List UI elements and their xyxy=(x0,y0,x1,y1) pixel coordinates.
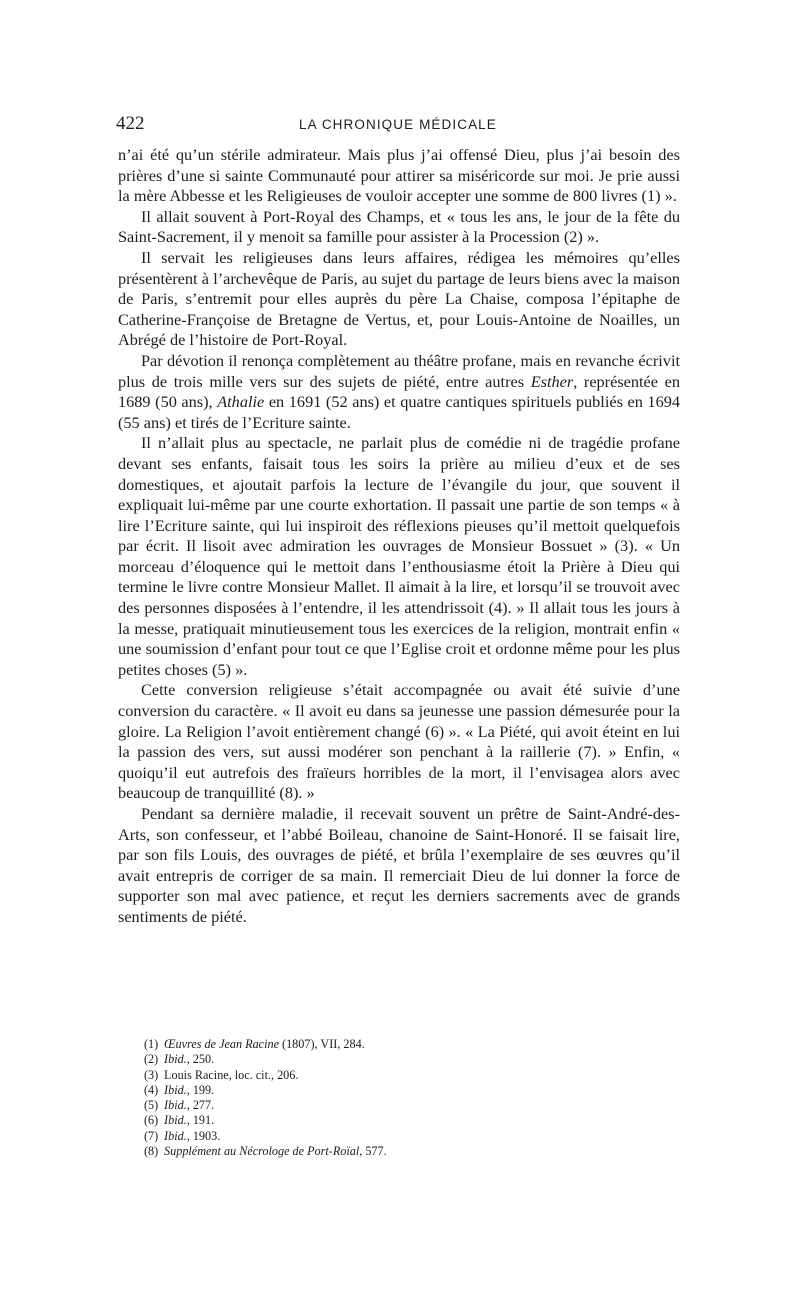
paragraph-4-part-a: Par dévotion il renonça complètement au théâtre profane, mais en revanche écrivit plus de trois mille vers sur des sujets de piété, entre autres xyxy=(118,350,680,391)
footnote-number: (6) xyxy=(144,1113,159,1128)
footnote-italic: Supplément au Nécrologe de Port-Roïal xyxy=(164,1144,360,1159)
paragraph-4 xyxy=(118,351,680,433)
footnotes xyxy=(144,1037,624,1159)
footnote-number: (1) xyxy=(144,1037,159,1051)
footnote-number: (7) xyxy=(144,1128,159,1143)
footnote xyxy=(144,1068,624,1083)
footnote xyxy=(144,1098,624,1113)
footnote-number: (2) xyxy=(144,1052,159,1067)
footnote-italic: Ibid. xyxy=(164,1082,187,1097)
footnote-text: Louis Racine, loc. cit., 206. xyxy=(164,1067,299,1082)
running-head xyxy=(116,113,680,137)
footnote-text: , 277. xyxy=(186,1098,215,1113)
footnote xyxy=(144,1052,624,1067)
page-number: 422 xyxy=(116,113,145,134)
footnote xyxy=(144,1113,624,1128)
footnote-italic: Ibid. xyxy=(164,1052,187,1067)
paragraph-3: Il servait les religieuses dans leurs affaires, rédigea les mémoires qu’elles présentèrent à l’archevêque de Paris, au sujet du partage de leurs biens avec la maison de Paris, s’entremit pour elles auprès du père La Chaise, composa l’épitaphe de Catherine-Françoise de Bretagne de Vertus, et, pour Louis-Antoine de Noailles, un Abrégé de l’histoire de Port-Royal. xyxy=(118,247,680,350)
footnote-italic: Ibid. xyxy=(164,1113,187,1128)
footnote-number: (8) xyxy=(144,1144,159,1159)
running-title: LA CHRONIQUE MÉDICALE xyxy=(299,117,497,132)
footnote-italic: Ibid. xyxy=(164,1098,187,1113)
paragraph-1: n’ai été qu’un stérile admirateur. Mais plus j’ai offensé Dieu, plus j’ai besoin des prières d’une si sainte Communauté pour attirer sa miséricorde sur moi. Je prie aussi la mère Abbesse et les Religieuses de vouloir accepter une somme de 800 livres (1) ». xyxy=(118,145,680,206)
footnote xyxy=(144,1144,624,1159)
footnote-italic: Ibid. xyxy=(164,1128,187,1143)
footnote xyxy=(144,1083,624,1098)
paragraph-2: Il allait souvent à Port-Royal des Champs, et « tous les ans, le jour de la fête du Saint-Sacrement, il y menoit sa famille pour assister à la Procession (2) ». xyxy=(118,206,680,247)
main-text xyxy=(118,145,680,928)
footnote-text: (1807), VII, 284. xyxy=(278,1037,365,1051)
footnote-text: , 250. xyxy=(186,1052,215,1067)
footnote-italic: Œuvres de Jean Racine xyxy=(164,1037,279,1051)
paragraph-7: Pendant sa dernière maladie, il recevait souvent un prêtre de Saint-André-des-Arts, son confesseur, et l’abbé Boileau, chanoine de Saint-Honoré. Il se faisait lire, par son fils Louis, des ouvrages de piété, et brûla l’exemplaire de ses œuvres qu’il avait entrepris de corriger de sa main. Il remerciait Dieu de lui donner la force de supporter son mal avec patience, et reçut les derniers sacrements avec de grands sentiments de piété. xyxy=(118,804,680,926)
footnote-number: (4) xyxy=(144,1082,159,1097)
footnote-text: , 1903. xyxy=(186,1128,221,1143)
title-esther: Esther xyxy=(530,371,574,391)
footnote-text: , 199. xyxy=(186,1082,215,1097)
footnote-text: , 577. xyxy=(359,1144,387,1159)
paragraph-5: Il n’allait plus au spectacle, ne parlait plus de comédie ni de tragédie profane devant ses enfants, faisait tous les soirs la prière au milieu d’eux et de ses domestiques, et ajoutait parfois la lecture de l’évangile du jour, que souvent il expliquait lui-même par une courte exhortation. Il passait une partie de son temps « à lire l’Ecriture sainte, qui lui inspiroit des réflexions pieuses qu’il mettoit quelquefois par écrit. Il lisoit avec admiration les ouvrages de Monsieur Bossuet » (3). « Un morceau d’éloquence qui le mettoit dans l’enthousiasme étoit la Prière à Dieu qui termine le livre contre Monsieur Mallet. Il aimait à la lire, et lorsqu’il se trouvoit avec des personnes disposées à l’entendre, il les attendrissoit (4). » Il allait tous les jours à la messe, pratiquait minutieusement tous les exercices de la religion, montrait enfin « une soumission d’enfant pour tout ce que l’Eglise croit et ordonne même pour les plus petites choses (5) ». xyxy=(118,433,680,679)
footnote-text: , 191. xyxy=(186,1113,215,1128)
footnote-number: (5) xyxy=(144,1098,159,1113)
paragraph-4-part-c: en 1691 (52 ans) et quatre cantiques spirituels publiés en 1694 (55 ans) et tirés de l’Ecriture sainte. xyxy=(118,392,680,432)
footnote-number: (3) xyxy=(144,1067,159,1082)
paragraph-4-part-b: , représentée en 1689 (50 ans), xyxy=(118,371,681,412)
title-athalie: Athalie xyxy=(217,392,265,412)
footnote xyxy=(144,1037,624,1052)
paragraph-6: Cette conversion religieuse s’était accompagnée ou avait été suivie d’une conversion du caractère. « Il avoit eu dans sa jeunesse une passion démesurée pour la gloire. La Religion l’avoit entièrement changé (6) ». « La Piété, qui avoit éteint en lui la passion des vers, sut aussi modérer son penchant à la raillerie (7). » Enfin, « quoiqu’il eut autrefois des fraïeurs horribles de la mort, il l’envisagea alors avec beaucoup de tranquillité (8). » xyxy=(118,680,680,803)
footnote xyxy=(144,1129,624,1144)
